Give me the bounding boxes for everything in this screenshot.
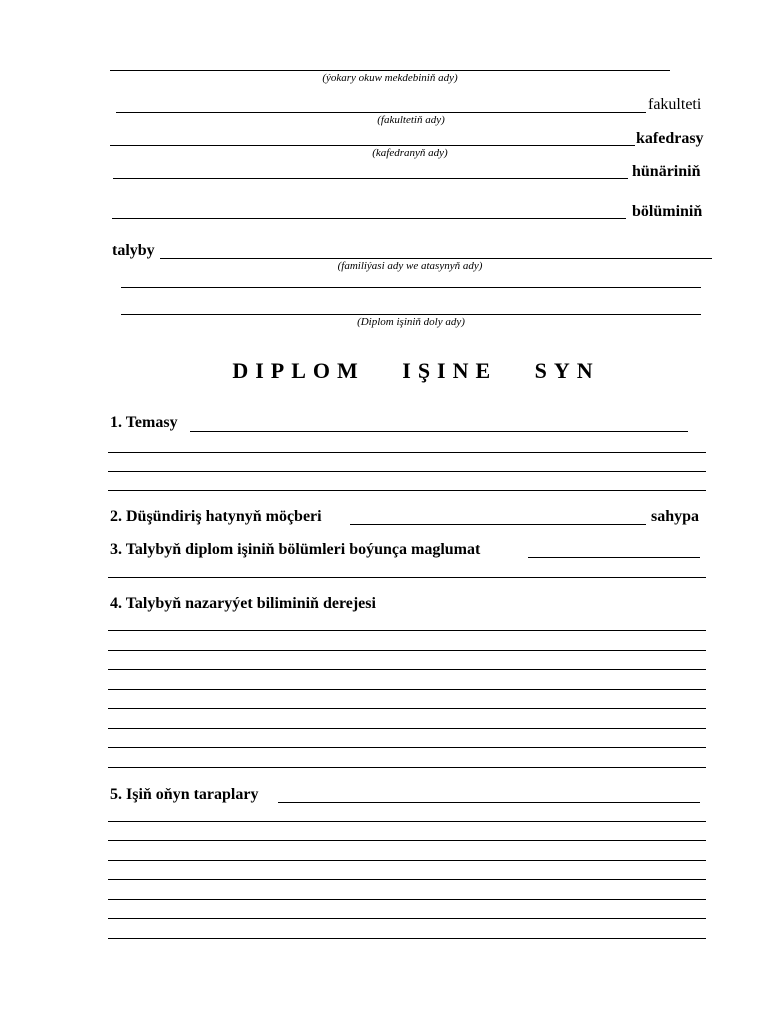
- section-4-line-7[interactable]: [108, 747, 706, 748]
- section-5-line-1[interactable]: [108, 821, 706, 822]
- faculty-suffix: fakulteti: [648, 96, 702, 113]
- section-5-line-4[interactable]: [108, 879, 706, 880]
- section-4-line-2[interactable]: [108, 650, 706, 651]
- department-name-line[interactable]: [110, 145, 635, 146]
- section-4-line-4[interactable]: [108, 689, 706, 690]
- speciality-name-line[interactable]: [113, 178, 628, 179]
- section-4-label: 4. Talybyň nazaryýet biliminiň derejesi: [110, 595, 376, 612]
- section-suffix: bölüminiň: [632, 203, 703, 220]
- student-caption: (familiýasi ady we atasynyň ady): [337, 260, 483, 272]
- section-4-line-5[interactable]: [108, 708, 706, 709]
- institution-name-line[interactable]: [110, 70, 670, 71]
- faculty-caption: (fakultetiň ady): [377, 114, 445, 126]
- section-3-line-0[interactable]: [528, 557, 700, 558]
- thesis-title-line-2[interactable]: [121, 314, 701, 315]
- speciality-suffix: hünäriniň: [632, 163, 701, 180]
- section-2-suffix: sahypa: [651, 508, 700, 525]
- section-2-line[interactable]: [350, 524, 646, 525]
- student-name-line[interactable]: [160, 258, 712, 259]
- student-prefix: talyby: [112, 242, 155, 259]
- section-4-line-1[interactable]: [108, 630, 706, 631]
- section-5-label: 5. Işiň oňyn taraplary: [110, 786, 259, 803]
- section-5-line-3[interactable]: [108, 860, 706, 861]
- section-3-line-1[interactable]: [108, 577, 706, 578]
- section-name-line[interactable]: [112, 218, 626, 219]
- section-1-line-1[interactable]: [108, 452, 706, 453]
- section-2-label: 2. Düşündiriş hatynyň möçberi: [110, 508, 322, 525]
- thesis-title-line-1[interactable]: [121, 287, 701, 288]
- department-caption: (kafedranyň ady): [372, 147, 448, 159]
- section-4-line-8[interactable]: [108, 767, 706, 768]
- section-3-label: 3. Talybyň diplom işiniň bölümleri boýunça maglumat: [110, 541, 481, 558]
- section-4-line-3[interactable]: [108, 669, 706, 670]
- faculty-name-line[interactable]: [116, 112, 646, 113]
- section-5-line-5[interactable]: [108, 899, 706, 900]
- institution-caption: (ýokary okuw mekdebiniň ady): [322, 72, 458, 84]
- section-5-line-7[interactable]: [108, 938, 706, 939]
- section-1-label: 1. Temasy: [110, 414, 178, 431]
- section-1-line-2[interactable]: [108, 471, 706, 472]
- department-suffix: kafedrasy: [636, 130, 704, 147]
- section-5-line-6[interactable]: [108, 918, 706, 919]
- page-title: DIPLOM IŞINE SYN: [232, 358, 600, 383]
- section-5-line-2[interactable]: [108, 840, 706, 841]
- section-4-line-6[interactable]: [108, 728, 706, 729]
- section-1-line-3[interactable]: [108, 490, 706, 491]
- section-1-line-0[interactable]: [190, 431, 688, 432]
- thesis-caption: (Diplom işiniň doly ady): [357, 316, 465, 328]
- section-5-line-0[interactable]: [278, 802, 700, 803]
